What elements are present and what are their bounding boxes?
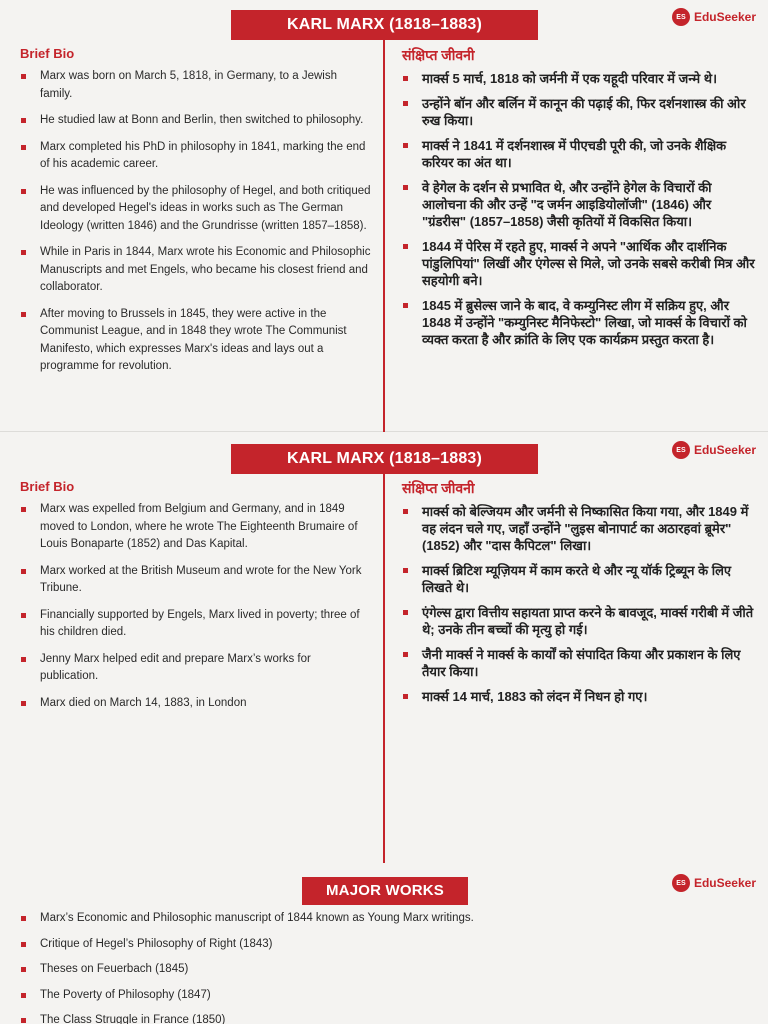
english-heading: Brief Bio (20, 46, 75, 61)
bio-point-hindi: वे हेगेल के दर्शन से प्रभावित थे, और उन्होंने हेगेल के विचारों की आलोचना की और उन्हें "द जर्मन आइडियोलॉजी" (1846) और "ग्रंडरीस" (1857–1858) जैसी कृतियों में विकसित किया। (402, 179, 758, 230)
hindi-column (402, 479, 758, 713)
column-divider (383, 40, 385, 432)
brand-name: EduSeeker (693, 443, 756, 457)
bio-point: Marx died on March 14, 1883, in London (20, 695, 372, 713)
eduseeker-logo-icon: ES (672, 441, 690, 459)
english-heading: Brief Bio (20, 479, 75, 494)
work-item: The Poverty of Philosophy (1847) (20, 987, 750, 1005)
bio-point-hindi: जैनी मार्क्स ने मार्क्स के कार्यों को संपादित किया और प्रकाशन के लिए तैयार किया। (402, 646, 758, 680)
bio-point: Marx was born on March 5, 1818, in Germany, to a Jewish family. (20, 68, 372, 103)
english-column (20, 46, 372, 385)
bio-section-1 (0, 0, 768, 432)
bio-point: He was influenced by the philosophy of Hegel, and both critiqued and developed Hegel's ideas in works such as The German Ideology (written 1846) and the Grundrisse (written 1857–1858). (20, 183, 372, 236)
eduseeker-logo-icon: ES (672, 8, 690, 26)
bio-point: Financially supported by Engels, Marx lived in poverty; three of his children died. (20, 607, 372, 642)
bio-point-hindi: मार्क्स ब्रिटिश म्यूज़ियम में काम करते थे और न्यू यॉर्क ट्रिब्यून के लिए लिखते थे। (402, 562, 758, 596)
bio-point-hindi: 1845 में ब्रुसेल्स जाने के बाद, वे कम्युनिस्ट लीग में सक्रिय हुए, और 1848 में उन्होंने "कम्युनिस्ट मैनिफेस्टो" लिखा, जो मार्क्स के विचारों को व्यक्त करता है और क्रांति के लिए एक कार्यक्रम प्रस्तुत करता है। (402, 297, 758, 348)
bio-section-2 (0, 433, 768, 863)
bio-point: Marx worked at the British Museum and wrote for the New York Tribune. (20, 563, 372, 598)
brand-name: EduSeeker (693, 876, 756, 890)
section-title: KARL MARX (1818–1883) (231, 10, 538, 40)
column-divider (383, 474, 385, 863)
brand-logo (672, 8, 756, 26)
bio-point: He studied law at Bonn and Berlin, then switched to philosophy. (20, 112, 372, 130)
bio-point-hindi: एंगेल्स द्वारा वित्तीय सहायता प्राप्त करने के बावजूद, मार्क्स गरीबी में जीते थे; उनके तीन बच्चों की मृत्यु हो गई। (402, 604, 758, 638)
bio-point: Marx completed his PhD in philosophy in 1841, marking the end of his academic career. (20, 139, 372, 174)
bio-point: Jenny Marx helped edit and prepare Marx’s works for publication. (20, 651, 372, 686)
major-works-list (20, 910, 750, 1024)
bio-point: After moving to Brussels in 1845, they were active in the Communist League, and in 1848 they wrote The Communist Manifesto, which expresses Marx's ideas and lays out a programme for revolution. (20, 306, 372, 376)
brand-logo (672, 441, 756, 459)
brand-logo (672, 874, 756, 892)
work-item: The Class Struggle in France (1850) (20, 1012, 750, 1024)
bio-point-hindi: मार्क्स ने 1841 में दर्शनशास्त्र में पीएचडी पूरी की, जो उनके शैक्षिक करियर का अंत था। (402, 137, 758, 171)
english-column (20, 479, 372, 721)
bio-point-hindi: मार्क्स 14 मार्च, 1883 को लंदन में निधन हो गए। (402, 688, 758, 705)
section-title: MAJOR WORKS (302, 877, 468, 905)
bio-point-hindi: मार्क्स 5 मार्च, 1818 को जर्मनी में एक यहूदी परिवार में जन्मे थे। (402, 70, 758, 87)
hindi-heading: संक्षिप्त जीवनी (402, 480, 475, 496)
brand-name: EduSeeker (693, 10, 756, 24)
work-item: Critique of Hegel’s Philosophy of Right (1843) (20, 936, 750, 954)
section-title: KARL MARX (1818–1883) (231, 444, 538, 474)
bio-point-hindi: मार्क्स को बेल्जियम और जर्मनी से निष्कासित किया गया, और 1849 में वह लंदन चले गए, जहाँ उन्होंने "लुइस बोनापार्ट का अठारहवां ब्रूमेर" (1852) और "दास कैपिटल" लिखा। (402, 503, 758, 554)
hindi-heading: संक्षिप्त जीवनी (402, 47, 475, 63)
bio-point: While in Paris in 1844, Marx wrote his Economic and Philosophic Manuscripts and met Engels, who became his closest friend and collaborator. (20, 244, 372, 297)
major-works-section (0, 868, 768, 1024)
eduseeker-logo-icon: ES (672, 874, 690, 892)
bio-point-hindi: उन्होंने बॉन और बर्लिन में कानून की पढ़ाई की, फिर दर्शनशास्त्र की ओर रुख किया। (402, 95, 758, 129)
bio-point-hindi: 1844 में पेरिस में रहते हुए, मार्क्स ने अपने "आर्थिक और दार्शनिक पांडुलिपियां" लिखीं और एंगेल्स से मिले, जो उनके सबसे करीबी मित्र और सहयोगी बने। (402, 238, 758, 289)
bio-point: Marx was expelled from Belgium and Germany, and in 1849 moved to London, where he wrote The Eighteenth Brumaire of Louis Bonaparte (1852) and Das Kapital. (20, 501, 372, 554)
hindi-column (402, 46, 758, 356)
work-item: Marx’s Economic and Philosophic manuscript of 1844 known as Young Marx writings. (20, 910, 750, 928)
work-item: Theses on Feuerbach (1845) (20, 961, 750, 979)
